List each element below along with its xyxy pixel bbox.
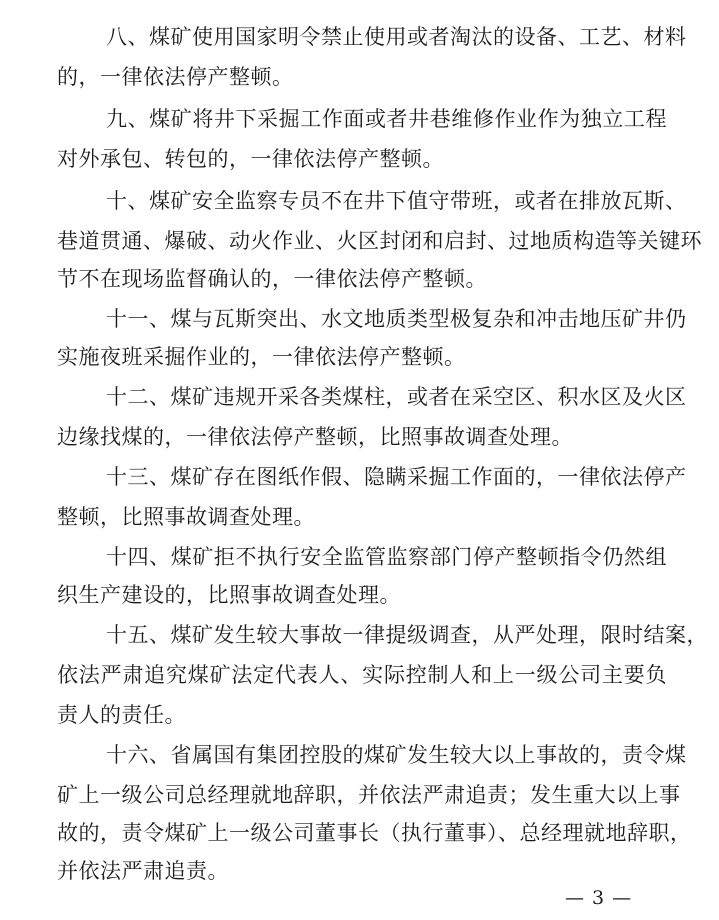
paragraph-line: 整顿，比照事故调查处理。 (57, 505, 315, 529)
paragraph-line: 矿上一级公司总经理就地辞职，并依法严肃追责；发生重大以上事 (57, 783, 681, 807)
paragraph-line: 十一、煤与瓦斯突出、水文地质类型极复杂和冲击地压矿井仍 (106, 307, 687, 331)
paragraph-line: 十三、煤矿存在图纸作假、隐瞒采掘工作面的，一律依法停产 (106, 465, 687, 489)
paragraph-line: 边缘找煤的，一律依法停产整顿，比照事故调查处理。 (57, 425, 573, 449)
paragraph-line: 九、煤矿将井下采掘工作面或者井巷维修作业作为独立工程 (106, 107, 667, 131)
paragraph-line: 实施夜班采掘作业的，一律依法停产整顿。 (57, 345, 466, 369)
paragraph-line: 依法严肃追究煤矿法定代表人、实际控制人和上一级公司主要负 (57, 663, 667, 687)
paragraph-line: 巷道贯通、爆破、动火作业、火区封闭和启封、过地质构造等关键环 (57, 229, 702, 253)
paragraph-line: 十、煤矿安全监察专员不在井下值守带班，或者在排放瓦斯、 (106, 189, 687, 213)
paragraph-line: 节不在现场监督确认的，一律依法停产整顿。 (57, 267, 487, 291)
paragraph-line: 十五、煤矿发生较大事故一律提级调查，从严处理，限时结案， (106, 623, 708, 647)
paragraph-line: 十二、煤矿违规开采各类煤柱，或者在采空区、积水区及火区 (106, 385, 687, 409)
paragraph-line: 十四、煤矿拒不执行安全监管监察部门停产整顿指令仍然组 (106, 545, 667, 569)
paragraph-line: 十六、省属国有集团控股的煤矿发生较大以上事故的，责令煤 (106, 743, 687, 767)
page-number: — 3 — (565, 887, 633, 909)
paragraph-line: 故的，责令煤矿上一级公司董事长（执行董事）、总经理就地辞职， (57, 821, 692, 845)
paragraph-line: 的，一律依法停产整顿。 (57, 65, 294, 89)
paragraph-line: 对外承包、转包的，一律依法停产整顿。 (57, 147, 444, 171)
paragraph-line: 八、煤矿使用国家明令禁止使用或者淘汰的设备、工艺、材料 (106, 25, 687, 49)
paragraph-line: 并依法严肃追责。 (57, 859, 229, 883)
paragraph-line: 织生产建设的，比照事故调查处理。 (57, 583, 401, 607)
paragraph-line: 责人的责任。 (57, 703, 186, 727)
